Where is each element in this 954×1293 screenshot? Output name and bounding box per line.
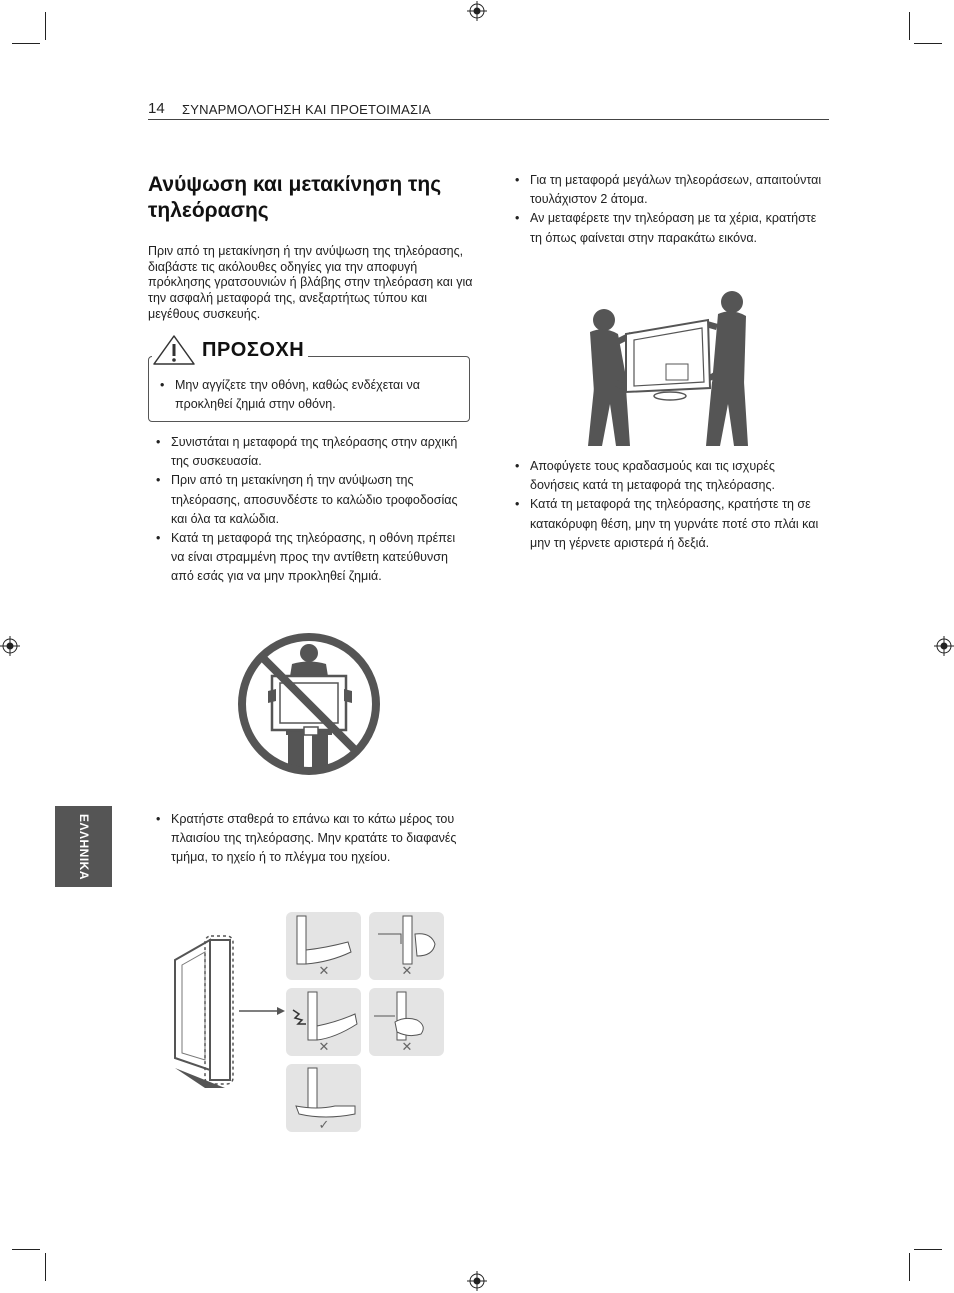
bullet-list: [156, 433, 466, 587]
registration-mark-icon: [934, 636, 954, 656]
grip-tile-wrong: [369, 912, 444, 980]
crop-mark: [45, 12, 46, 40]
section-title: ΣΥΝΑΡΜΟΛΟΓΗΣΗ ΚΑΙ ΠΡΟΕΤΟΙΜΑΣΙΑ: [182, 102, 431, 117]
cross-mark-icon: ✕: [318, 963, 330, 978]
caution-list: [160, 376, 460, 414]
caution-header: [152, 334, 308, 366]
cross-mark-icon: ✕: [401, 963, 413, 978]
registration-mark-icon: [467, 1, 487, 21]
page-title: Ανύψωση και μετακίνηση της τηλεόρασης: [148, 173, 442, 222]
bullet-list: [515, 457, 825, 553]
header-rule: [148, 119, 829, 120]
language-tab-label: ΕΛΛΗΝΙΚΑ: [76, 813, 91, 880]
crop-mark: [12, 43, 40, 44]
crop-mark: [914, 43, 942, 44]
grip-tile-wrong: [286, 912, 361, 980]
grip-tile-correct: [286, 1064, 361, 1132]
list-item: • Για τη μεταφορά μεγάλων τηλεοράσεων, απαιτούνται τουλάχιστον 2 άτομα.: [515, 171, 825, 209]
tv-side-view: [175, 936, 233, 1088]
two-person-carry-illustration: [586, 288, 750, 448]
warning-icon: [152, 334, 196, 366]
list-item: • Πριν από τη μετακίνηση ή την ανύψωση της τηλεόρασης, αποσυνδέστε το καλώδιο τροφοδοσίας και όλα τα καλώδια.: [156, 471, 466, 529]
list-item: • Αποφύγετε τους κραδασμούς και τις ισχυρές δονήσεις κατά τη μεταφορά της τηλεόρασης.: [515, 457, 825, 495]
grip-tile-wrong: [286, 988, 361, 1056]
bullet-list: [156, 810, 476, 868]
crop-mark: [45, 1253, 46, 1281]
list-item: • Μην αγγίζετε την οθόνη, καθώς ενδέχεται να προκληθεί ζημιά στην οθόνη.: [160, 376, 460, 414]
intro-paragraph: Πριν από τη μετακίνηση ή την ανύψωση της τηλεόρασης, διαβάστε τις ακόλουθες οδηγίες για την αποφυγή πρόκλησης γρατσουνιών ή βλάβης στην τηλεόραση και για την ασφαλή μεταφορά της, ανεξαρτήτως τύπου και μεγέθους συσκευής.: [148, 244, 473, 321]
check-mark-icon: ✓: [318, 1117, 330, 1132]
list-item: • Συνιστάται η μεταφορά της τηλεόρασης στην αρχική της συσκευασία.: [156, 433, 466, 471]
wrong-carrying-illustration: [236, 631, 382, 777]
list-item: • Κατά τη μεταφορά της τηλεόρασης, κρατήστε τη σε κατακόρυφη θέση, μην τη γυρνάτε ποτέ στο πλάι και μην τη γέρνετε αριστερά ή δεξιά.: [515, 495, 825, 553]
cross-mark-icon: ✕: [401, 1039, 413, 1054]
registration-mark-icon: [0, 636, 20, 656]
crop-mark: [12, 1249, 40, 1250]
page-number: 14: [148, 100, 165, 117]
crop-mark: [909, 1253, 910, 1281]
grip-tile-wrong: [369, 988, 444, 1056]
crop-mark: [914, 1249, 942, 1250]
grip-positions-illustration: [165, 910, 455, 1136]
list-item: • Αν μεταφέρετε την τηλεόραση με τα χέρια, κρατήστε τη όπως φαίνεται στην παρακάτω εικόνα.: [515, 209, 825, 247]
caution-title: ΠΡΟΣΟΧΗ: [202, 338, 305, 361]
cross-mark-icon: ✕: [318, 1039, 330, 1054]
bullet-list: [515, 171, 825, 248]
list-item: • Κρατήστε σταθερά το επάνω και το κάτω μέρος του πλαισίου της τηλεόρασης. Μην κρατάτε το διαφανές τμήμα, το ηχείο ή το πλέγμα του ηχείου.: [156, 810, 476, 868]
crop-mark: [909, 12, 910, 40]
language-tab: [55, 806, 112, 887]
list-item: • Κατά τη μεταφορά της τηλεόρασης, η οθόνη πρέπει να είναι στραμμένη προς την αντίθετη κατεύθυνση από εσάς για να μην προκληθεί ζημιά.: [156, 529, 466, 587]
registration-mark-icon: [467, 1271, 487, 1291]
